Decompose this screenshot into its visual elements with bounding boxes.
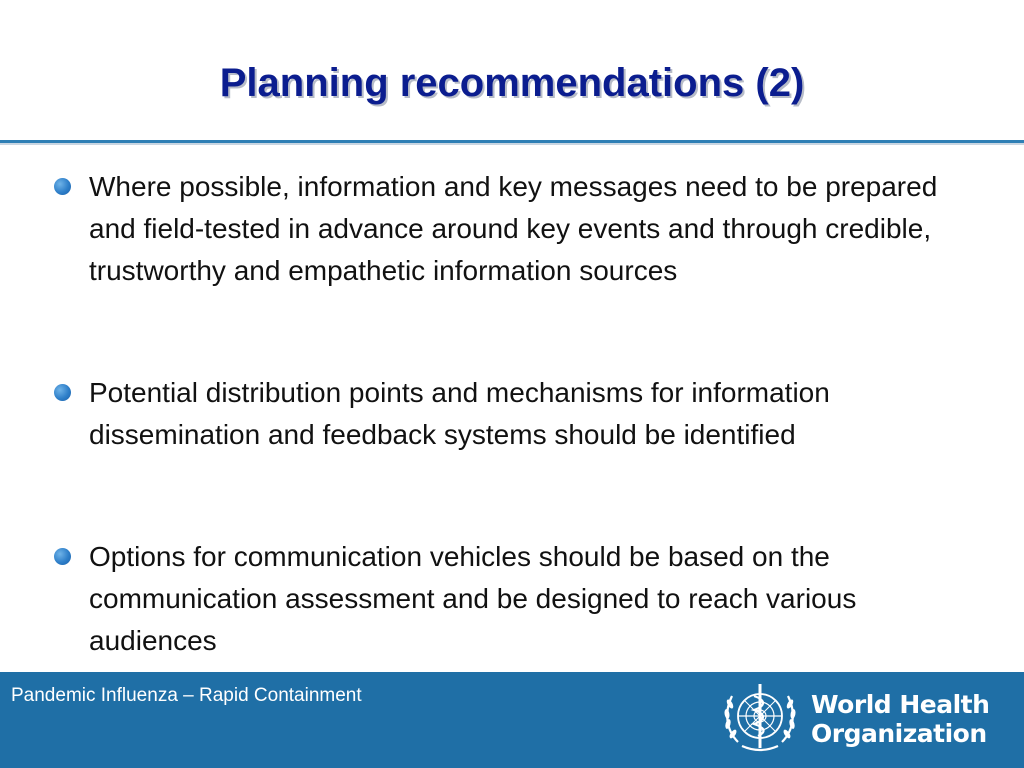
bullet-dot-icon <box>54 178 71 195</box>
who-logo <box>718 676 1014 760</box>
bullet-text: Where possible, information and key messages need to be prepared and field-tested in advance around key events and through credible, trustworthy and empathetic information sources <box>89 171 938 286</box>
bullet-text: Potential distribution points and mechanisms for information dissemination and feedback systems should be identified <box>89 377 830 450</box>
who-wordmark-line2: Organization <box>811 719 987 748</box>
who-wordmark-line1: World Health <box>811 690 990 719</box>
footer-caption: Pandemic Influenza – Rapid Containment <box>11 685 362 706</box>
bullet-text: Options for communication vehicles should be based on the communication assessment and be designed to reach various audiences <box>89 541 857 656</box>
who-wordmark <box>811 690 989 748</box>
title-divider-shadow <box>0 143 1024 145</box>
bullet-dot-icon <box>54 548 71 565</box>
bullet-dot-icon <box>54 384 71 401</box>
who-emblem-icon <box>718 676 802 760</box>
slide-title: Planning recommendations (2) <box>219 61 805 105</box>
